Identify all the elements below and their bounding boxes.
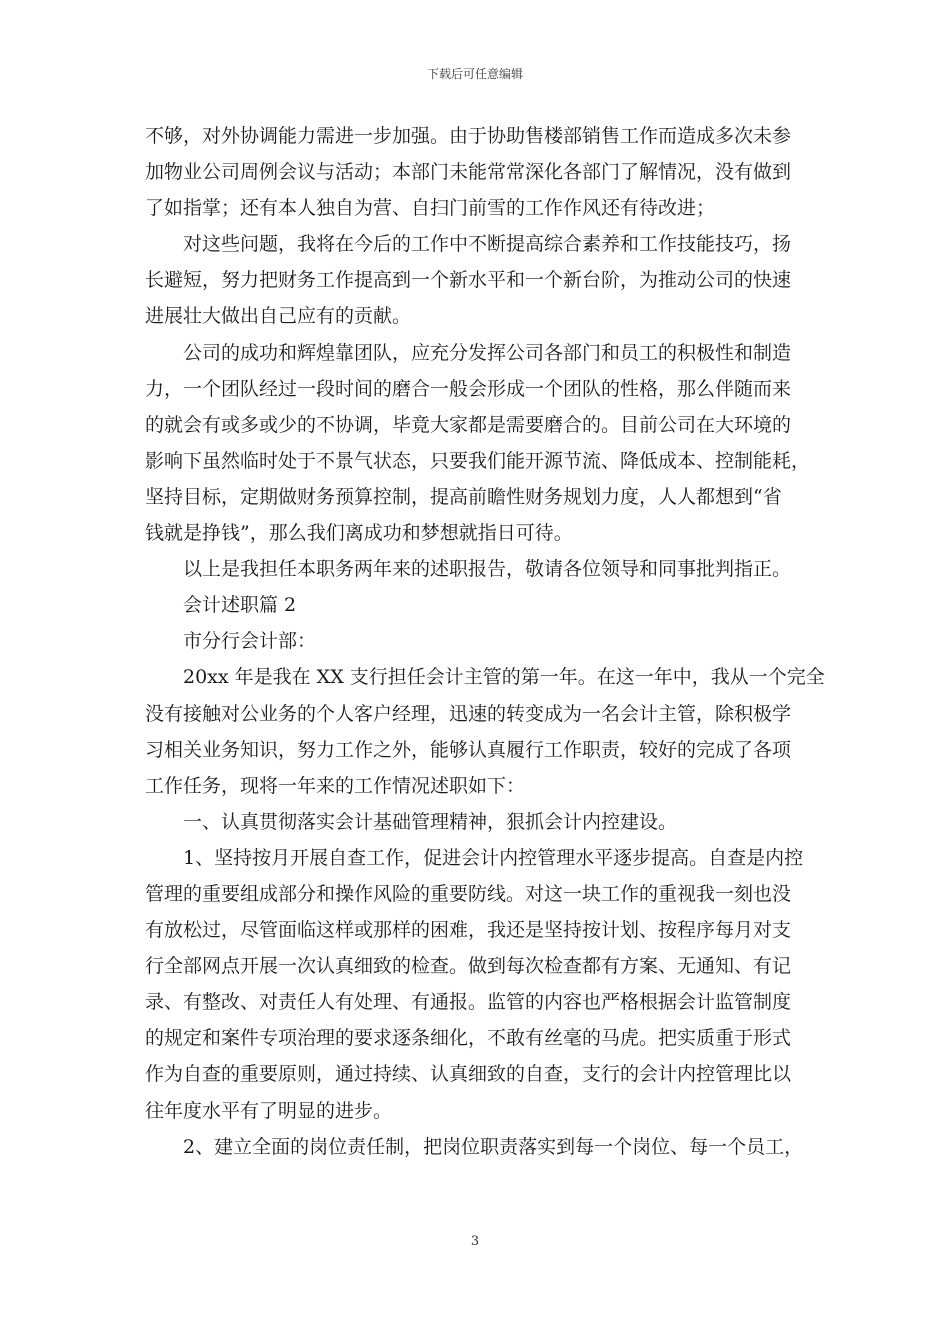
text-line: 坚持目标，定期做财务预算控制，提高前瞻性财务规划力度，人人都想到“省 [145,485,782,508]
text-line: 作为自查的重要原则，通过持续、认真细致的自查，支行的会计内控管理比以 [145,1063,792,1086]
paragraph-start: 1、坚持按月开展自查工作，促进会计内控管理水平逐步提高。自查是内控 [183,846,804,869]
subsection-heading: 一、认真贯彻落实会计基础管理精神，狠抓会计内控建设。 [183,810,678,833]
text-line: 长避短，努力把财务工作提高到一个新水平和一个新台阶，为推动公司的快速 [145,269,792,292]
paragraph-start: 对这些问题，我将在今后的工作中不断提高综合素养和工作技能技巧，扬 [183,233,792,256]
section-heading: 会计述职篇 2 [183,594,297,617]
paragraph-start: 以上是我担任本职务两年来的述职报告，敬请各位领导和同事批判指正。 [183,558,792,581]
paragraph-start: 2、建立全面的岗位责任制，把岗位职责落实到每一个岗位、每一个员工， [183,1135,804,1158]
text-line: 钱就是挣钱”，那么我们离成功和梦想就指日可待。 [145,522,573,545]
text-line: 习相关业务知识，努力工作之外，能够认真履行工作职责，较好的完成了各项 [145,738,792,761]
text-line: 力，一个团队经过一段时间的磨合一般会形成一个团队的性格，那么伴随而来 [145,377,792,400]
text-line: 的就会有或多或少的不协调，毕竟大家都是需要磨合的。目前公司在大环境的 [145,413,792,436]
text-line: 不够，对外协调能力需进一步加强。由于协助售楼部销售工作而造成多次未参 [145,125,792,147]
text-line: 影响下虽然临时处于不景气状态，只要我们能开源节流、降低成本、控制能耗， [145,449,811,472]
text-line: 工作任务，现将一年来的工作情况述职如下： [145,774,526,797]
salutation: 市分行会计部： [183,630,317,653]
text-line: 加物业公司周例会议与活动；本部门未能常常深化各部门了解情况，没有做到 [145,161,792,184]
text-line: 了如指掌；还有本人独自为营、自扫门前雪的工作作风还有待改进； [145,197,716,220]
document-body [145,118,825,1165]
text-line: 有放松过，尽管面临这样或那样的困难，我还是坚持按计划、按程序每月对支 [145,919,792,942]
text-line: 进展壮大做出自己应有的贡献。 [145,305,412,328]
text-line: 录、有整改、对责任人有处理、有通报。监管的内容也严格根据会计监管制度 [145,991,792,1014]
paragraph-start: 20xx 年是我在 XX 支行担任会计主管的第一年。在这一年中，我从一个完全 [183,666,825,689]
text-line: 的规定和案件专项治理的要求逐条细化，不敢有丝毫的马虎。把实质重于形式 [145,1027,792,1050]
text-line: 往年度水平有了明显的进步。 [145,1099,393,1122]
page-header: 下载后可任意编辑 [426,67,523,81]
paragraph-start: 公司的成功和辉煌靠团队，应充分发挥公司各部门和员工的积极性和制造 [183,341,792,364]
text-line: 行全部网点开展一次认真细致的检查。做到每次检查都有方案、无通知、有记 [145,955,792,978]
page-number: 3 [470,1234,480,1249]
text-line: 没有接触对公业务的个人客户经理，迅速的转变成为一名会计主管，除积极学 [145,702,792,725]
text-line: 管理的重要组成部分和操作风险的重要防线。对这一块工作的重视我一刻也没 [145,882,792,905]
